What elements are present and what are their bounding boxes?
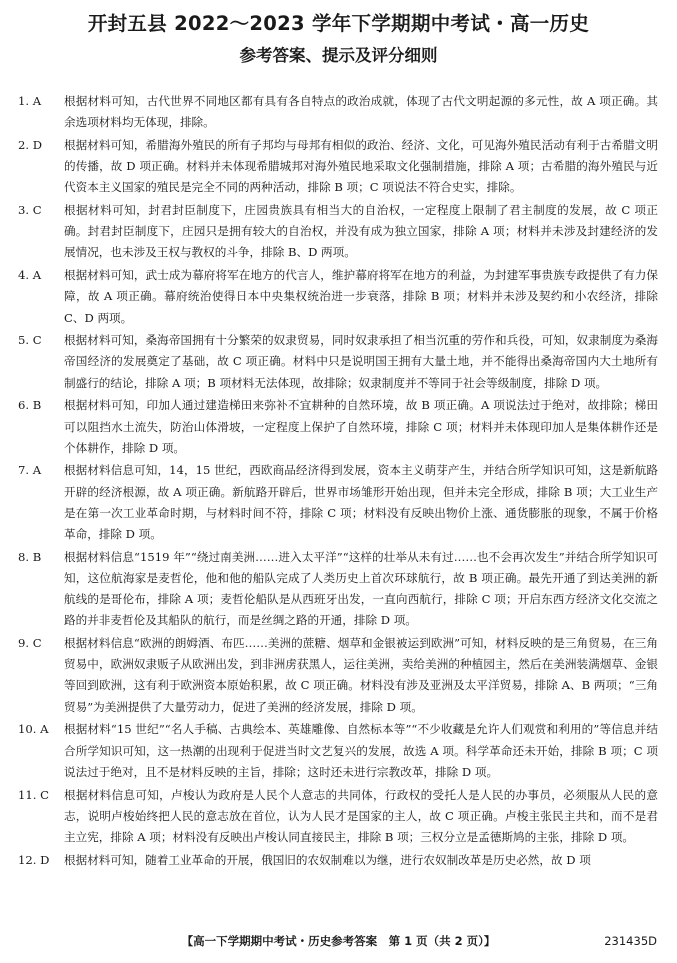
answer-explanation: 根据材料可知，希腊海外殖民的所有子邦均与母邦有相似的政治、经济、文化，可见海外殖民活动有利于古希腊文明的传播，故 D 项正确。材料并未体现希腊城邦对海外殖民地采取文化强制措施，排除 A 项；古希腊的海外殖民与近代资本主义国家的殖民是完全不同的两种活动，排除 B 项；C 项说法不符合史实，排除。 — [64, 137, 658, 195]
footer-document-code: 231435D — [604, 934, 657, 948]
answer-item-12 — [18, 850, 658, 871]
answer-item-8 — [18, 547, 658, 632]
answer-item-5 — [18, 330, 658, 394]
answer-number: 3. C — [18, 203, 42, 218]
answer-item-11 — [18, 785, 658, 849]
answer-explanation: 根据材料“15 世纪”“名人手稿、古典绘本、英雄雕像、自然标本等”“不少收藏是允许人们观赏和利用的”等信息并结合所学知识可知，这一热潮的出现利于促进当时文艺复兴的发展，故选 A 项。科学革命还未开始，排除 B 项；C 项说法过于绝对，且不是材料反映的主旨，排除；这时还未进行宗教改革，排除 D 项。 — [64, 722, 658, 779]
answer-explanation: 根据材料可知，桑海帝国拥有十分繁荣的奴隶贸易，同时奴隶承担了相当沉重的劳作和兵役，可知，奴隶制度为桑海帝国经济的发展奠定了基础，故 C 项正确。材料中只是说明国王拥有大量土地，并不能得出桑海帝国内大土地所有制盛行的结论，排除 A 项；B 项材料无法体现，故排除；奴隶制度并不等同于社会等级制度，排除 D 项。 — [64, 333, 658, 390]
answer-explanation: 根据材料可知，封君封臣制度下，庄园贵族具有相当大的自治权，一定程度上限制了君主制度的发展，故 C 项正确。封君封臣制度下，庄园只是拥有较大的自治权，并没有成为独立国家，排除 A 项；材料并未涉及封建经济的发展情况，也未涉及王权与教权的斗争，排除 B、D 两项。 — [64, 203, 658, 260]
answer-number: 6. B — [18, 398, 42, 413]
page-subtitle: 参考答案、提示及评分细则 — [239, 46, 438, 65]
answer-item-3 — [18, 200, 658, 264]
answer-item-7 — [18, 460, 658, 545]
answer-item-6 — [18, 395, 658, 459]
answer-item-1 — [18, 91, 658, 133]
answer-item-4 — [18, 265, 658, 329]
answer-number: 2. D — [18, 137, 43, 152]
answer-explanation: 根据材料信息“1519 年”“绕过南美洲……进入太平洋”“这样的壮举从未有过……也不会再次发生”并结合所学知识可知，这位航海家是麦哲伦，他和他的船队完成了人类历史上首次环球航行，故 B 项正确。最先开通了到达美洲的新航线的是哥伦布，排除 A 项；麦哲伦船队是从西班牙出发，一直向西航行，排除 C 项；开启东西方经济文化交流之路的并非麦哲伦及其船队的航行，而是丝绸之路的开通，排除 D 项。 — [64, 549, 658, 628]
answer-number: 4. A — [18, 268, 42, 283]
answer-explanation: 根据材料信息可知，14，15 世纪，西欧商品经济得到发展，资本主义萌芽产生，并结合所学知识可知，这是新航路开辟的经济根源，故 A 项正确。新航路开辟后，世界市场雏形开始出现，但并未完全形成，排除 B 项；大工业生产是在第一次工业革命时期，与材料时间不符，排除 C 项；材料没有反映出物价上涨、通货膨胀的现象，不属于价格革命，排除 D 项。 — [64, 463, 658, 542]
page-title: 开封五县 2022～2023 学年下学期期中考试・高一历史 — [87, 12, 590, 35]
answer-list — [18, 91, 658, 871]
answer-number: 8. B — [18, 549, 42, 564]
footer-page-label: 【高一下学期期中考试・历史参考答案 第 1 页（共 2 页）】 — [181, 934, 496, 948]
answer-number: 7. A — [18, 463, 42, 478]
answer-number: 10. A — [18, 722, 49, 737]
answer-explanation: 根据材料可知，印加人通过建造梯田来弥补不宜耕种的自然环境，故 B 项正确。A 项说法过于绝对，故排除；梯田可以阻挡水土流失，防治山体滑坡，一定程度上保护了自然环境，排除 C 项；材料并未体现印加人是集体耕作还是个体耕作，排除 D 项。 — [64, 398, 658, 455]
answer-number: 1. A — [18, 94, 42, 108]
answer-item-9 — [18, 633, 658, 718]
answer-number: 11. C — [18, 787, 49, 802]
page-footer — [0, 931, 677, 951]
answer-item-2 — [18, 135, 658, 199]
answer-explanation: 根据材料可知，随着工业革命的开展，俄国旧的农奴制难以为继，进行农奴制改革是历史必然，故 D 项 — [64, 852, 591, 867]
answer-number: 5. C — [18, 333, 42, 348]
answer-explanation: 根据材料可知，武士成为幕府将军在地方的代言人，维护幕府将军在地方的利益，为封建军事贵族专政提供了有力保障，故 A 项正确。幕府统治使得日本中央集权统治进一步衰落，排除 B 项；材料并未涉及契约和小农经济，排除 C、D 两项。 — [64, 268, 658, 325]
answer-explanation: 根据材料信息“欧洲的朗姆酒、布匹……美洲的蔗糖、烟草和金银被运到欧洲”可知，材料反映的是三角贸易，在三角贸易中，欧洲奴隶贩子从欧洲出发，到非洲虏获黑人，运往美洲，卖给美洲的种植园主，然后在美洲装满烟草、金银等回到欧洲，这有利于欧洲资本原始积累，故 C 项正确。材料没有涉及亚洲及太平洋贸易，排除 A、B 两项；“三角贸易”为美洲提供了大量劳动力，促进了美洲的经济发展，排除 D 项。 — [64, 636, 658, 714]
answer-item-10 — [18, 719, 658, 783]
answer-number: 9. C — [18, 636, 42, 651]
answer-explanation: 根据材料可知，古代世界不同地区都有具有各自特点的政治成就，体现了古代文明起源的多元性，故 A 项正确。其余选项材料均无体现，排除。 — [64, 94, 658, 130]
answer-number: 12. D — [18, 852, 50, 867]
answer-explanation: 根据材料信息可知，卢梭认为政府是人民个人意志的共同体，行政权的受托人是人民的办事员，必须服从人民的意志，说明卢梭始终把人民的意志放在首位，认为人民才是国家的主人，故 C 项正确。卢梭主张民主共和，而不是君主立宪，排除 A 项；材料没有反映出卢梭认同直接民主，排除 B 项；三权分立是孟德斯鸠的主张，排除 D 项。 — [64, 787, 658, 844]
